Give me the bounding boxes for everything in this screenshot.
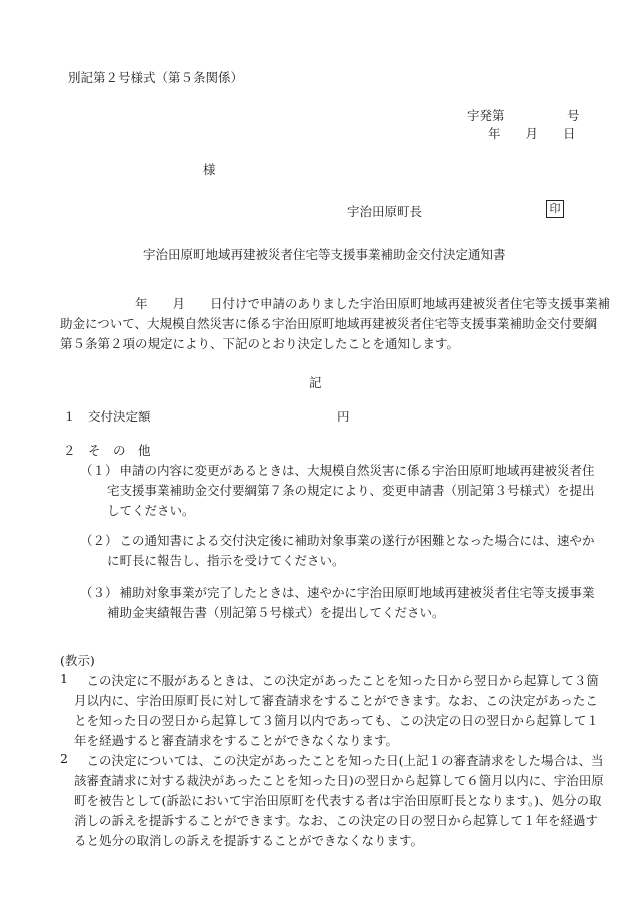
subitem-text <box>107 583 595 623</box>
notice-line: 町を被告として(訴訟において宇治田原町を代表する者は宇治田原町長となります。)、処分の取 <box>74 793 602 808</box>
grant-amount-unit: 円 <box>337 409 350 424</box>
issuer-name: 宇治田原町長 <box>347 204 423 219</box>
subitem-number: （１） <box>80 463 118 478</box>
notice-line: 月以内に、宇治田原町長に対して審査請求をすることができます。なお、この決定があったこ <box>74 693 598 708</box>
subitem-line: 申請の内容に変更があるときは、大規模自然災害に係る宇治田原町地域再建被災者住 <box>107 463 595 478</box>
body-paragraph <box>60 294 610 354</box>
subitem-line: この通知書による交付決定後に補助対象事業の遂行が困難となった場合には、速やか <box>107 533 595 548</box>
notice-number: 2 <box>60 751 68 766</box>
body-line: 助金について、大規模自然災害に係る宇治田原町地域再建被災者住宅等支援事業補助金交付要綱 <box>60 316 598 331</box>
ki-heading: 記 <box>309 375 322 390</box>
subitem-line: してください。 <box>107 503 195 518</box>
subitem-number: （３） <box>80 585 118 600</box>
notice-line: ると処分の取消しの訴えを提訴することができなくなります。 <box>74 833 424 848</box>
document-title: 宇治田原町地域再建被災者住宅等支援事業補助金交付決定通知書 <box>143 247 506 262</box>
notice-line: 年を経過すると審査請求をすることができなくなります。 <box>74 733 399 748</box>
body-line: 第５条第２項の規定により、下記のとおり決定したことを通知します。 <box>60 336 460 351</box>
subitem-line: 宅支援事業補助金交付要綱第７条の規定により、変更申請書（別記第３号様式）を提出 <box>107 483 595 498</box>
form-label: 別記第２号様式（第５条関係） <box>68 70 244 85</box>
other-heading: ２ そ の 他 <box>63 443 151 458</box>
document-number: 宇発第 号 <box>467 108 580 123</box>
notice-line: この決定に不服があるときは、この決定があったことを知った日から翌日から起算して３箇 <box>74 673 599 688</box>
issue-date: 年 月 日 <box>488 126 576 141</box>
notice-line: 消しの訴えを提訴することができます。なお、この決定の日の翌日から起算して１年を経過す <box>74 813 599 828</box>
subitem-number: （２） <box>80 533 118 548</box>
subitem-text <box>107 531 595 571</box>
body-line: 年 月 日付けで申請のありました宇治田原町地域再建被災者住宅等支援事業補 <box>60 296 611 311</box>
notice-text <box>74 751 604 851</box>
addressee-sama: 様 <box>203 162 216 177</box>
subitem-line: 補助対象事業が完了したときは、速やかに宇治田原町地域再建被災者住宅等支援事業 <box>107 585 595 600</box>
subitem-text <box>107 461 595 521</box>
notice-heading: (教示) <box>60 653 95 668</box>
seal-mark: 印 <box>546 200 564 218</box>
notice-line: 該審査請求に対する裁決があったことを知った日)の翌日から起算して６箇月以内に、宇治田原 <box>74 773 604 788</box>
subitem-line: 補助金実績報告書（別記第５号様式）を提出してください。 <box>107 605 445 620</box>
subitem-line: に町長に報告し、指示を受けてください。 <box>107 553 345 568</box>
notice-line: この決定については、この決定があったことを知った日(上記１の審査請求をした場合は、当 <box>74 753 604 768</box>
notice-number: 1 <box>60 671 68 686</box>
notice-line: とを知った日の翌日から起算して３箇月以内であっても、この決定の日の翌日から起算して１ <box>74 713 599 728</box>
notice-text <box>74 671 599 751</box>
grant-amount-label: １ 交付決定額 <box>63 409 151 424</box>
